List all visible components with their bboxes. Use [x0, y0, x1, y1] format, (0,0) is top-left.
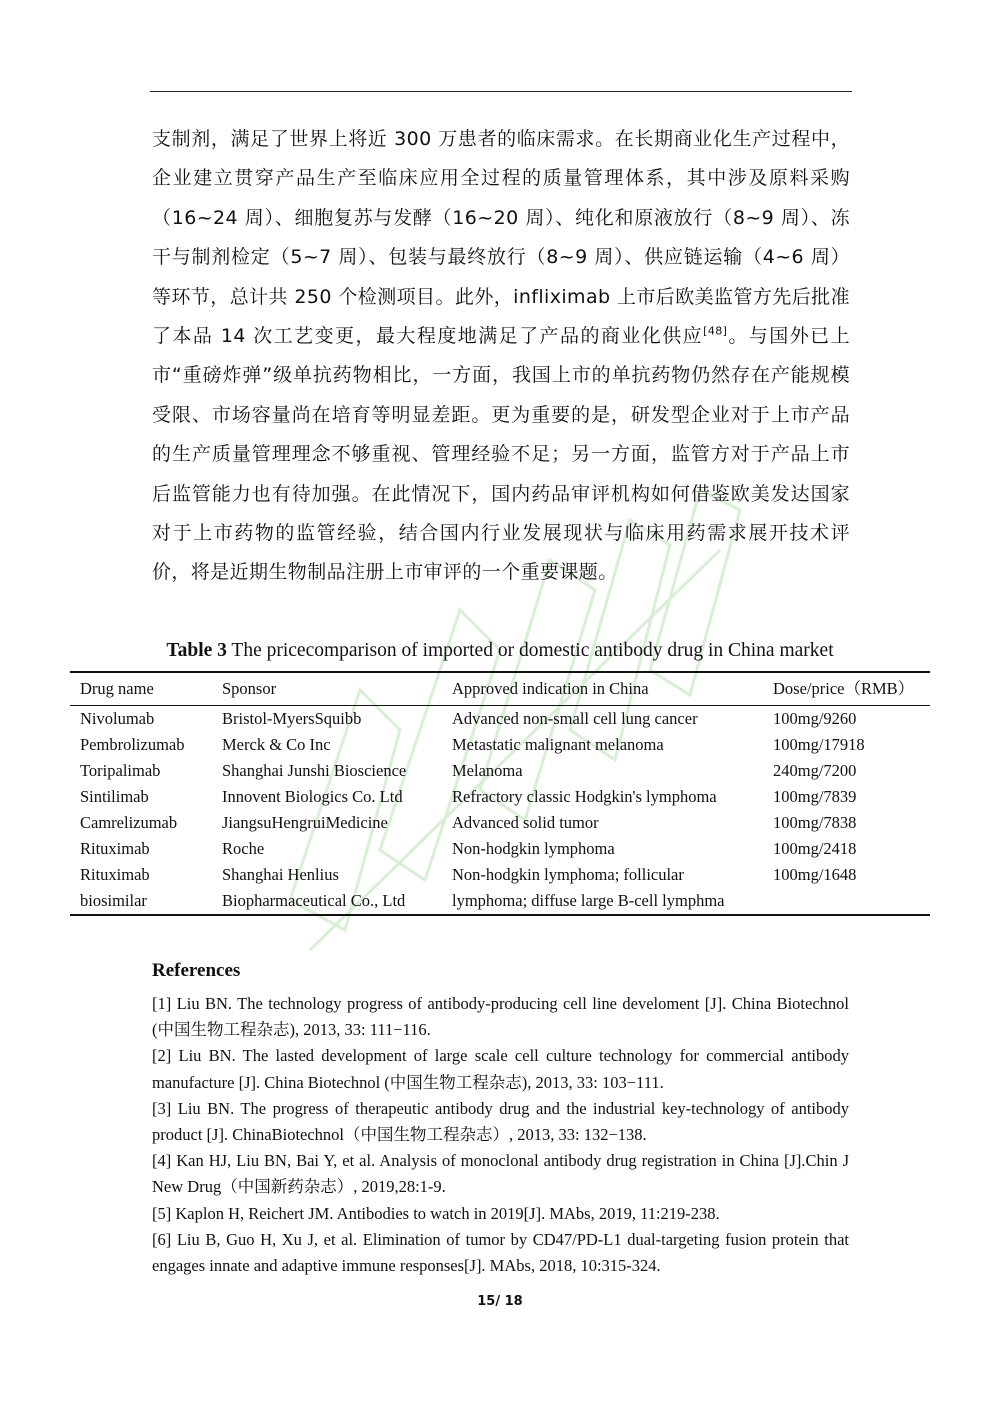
- table-header-row: [70, 672, 930, 706]
- references-list: [152, 991, 849, 1279]
- header-rule: [150, 91, 852, 92]
- column-header-drug-name: Drug name: [80, 679, 154, 698]
- main-paragraph: [152, 120, 850, 593]
- cell-dose-price: 100mg/7839: [773, 787, 857, 806]
- cell-sponsor: Shanghai Henlius: [222, 865, 339, 884]
- column-header-sponsor: Sponsor: [222, 679, 277, 698]
- paragraph-text-part1: 支制剂，满足了世界上将近 300 万患者的临床需求。在长期商业化生产过程中，企业建立贯穿产品生产至临床应用全过程的质量管理体系，其中涉及原料采购（16~24 周）、细胞复苏与发酵（16~20 周）、纯化和原液放行（8~9 周）、冻干与制剂检定（5~7 周）、包装与最终放行（8~9 周）、供应链运输（4~6 周）等环节，总计共 250 个检测项目。此外，infliximab 上市后欧美监管方先后批准了本品 14 次工艺变更，最大程度地满足了产品的商业化供应: [152, 128, 850, 348]
- cell-drug-name: Nivolumab: [80, 709, 155, 728]
- cell-indication: Metastatic malignant melanoma: [452, 735, 664, 754]
- cell-sponsor: Bristol-MyersSquibb: [222, 709, 362, 728]
- cell-drug-name: Camrelizumab: [80, 813, 178, 832]
- table-row: [70, 758, 930, 784]
- table-row: [70, 810, 930, 836]
- table-row: [70, 836, 930, 862]
- cell-dose-price: 240mg/7200: [773, 761, 857, 780]
- references-heading: References: [152, 960, 241, 981]
- cell-drug-name: Toripalimab: [80, 761, 161, 780]
- cell-drug-name: Sintilimab: [80, 787, 149, 806]
- reference-item: [1] Liu BN. The technology progress of antibody-producing cell line develoment [J]. China Biotechnol (中国生物工程杂志), 2013, 33: 111−116.: [152, 994, 849, 1040]
- reference-item: [6] Liu B, Guo H, Xu J, et al. Elimination of tumor by CD47/PD-L1 dual-targeting fusion protein that engages innate and adaptive immune responses[J]. MAbs, 2018, 10:315-324.: [152, 1229, 849, 1276]
- cell-sponsor: Biopharmaceutical Co., Ltd: [222, 891, 406, 910]
- cell-drug-name: biosimilar: [80, 891, 147, 910]
- cell-indication: Non-hodgkin lymphoma; follicular: [452, 865, 684, 884]
- cell-indication: Melanoma: [452, 761, 523, 780]
- reference-item: [4] Kan HJ, Liu BN, Bai Y, et al. Analysis of monoclonal antibody drug registration in China [J].Chin J New Drug（中国新药杂志）, 2019,28:1-9.: [152, 1151, 849, 1197]
- cell-dose-price: 100mg/1648: [773, 865, 857, 884]
- table-row: [70, 888, 930, 915]
- cell-dose-price: 100mg/2418: [773, 839, 857, 858]
- cell-indication: lymphoma; diffuse large B-cell lymphma: [452, 891, 725, 910]
- cell-sponsor: JiangsuHengruiMedicine: [222, 813, 388, 832]
- cell-indication: Non-hodgkin lymphoma: [452, 839, 615, 858]
- cell-sponsor: Roche: [222, 839, 265, 858]
- reference-item: [3] Liu BN. The progress of therapeutic antibody drug and the industrial key-technology of antibody product [J]. ChinaBiotechnol（中国生物工程杂志）, 2013, 33: 132−138.: [152, 1098, 849, 1145]
- cell-indication: Refractory classic Hodgkin's lymphoma: [452, 787, 717, 806]
- cell-indication: Advanced non-small cell lung cancer: [452, 709, 698, 728]
- column-header-dose-price: Dose/price（RMB）: [773, 679, 915, 698]
- table-caption-text: The pricecomparison of imported or domestic antibody drug in China market: [226, 640, 834, 661]
- cell-dose-price: 100mg/17918: [773, 735, 865, 754]
- cell-sponsor: Innovent Biologics Co. Ltd: [222, 787, 403, 806]
- table-caption-label: Table 3: [166, 640, 227, 661]
- cell-drug-name: Rituximab: [80, 839, 150, 858]
- cell-indication: Advanced solid tumor: [452, 813, 599, 832]
- table-row: [70, 706, 930, 733]
- table-caption: [70, 640, 930, 662]
- reference-item: [2] Liu BN. The lasted development of large scale cell culture technology for commercial antibody manufacture [J]. China Biotechnol (中国生物工程杂志), 2013, 33: 103−111.: [152, 1046, 849, 1092]
- cell-dose-price: 100mg/7838: [773, 813, 857, 832]
- table-row: [70, 862, 930, 888]
- cell-sponsor: Shanghai Junshi Bioscience: [222, 761, 407, 780]
- cell-drug-name: Rituximab: [80, 865, 150, 884]
- citation-mark: [48]: [703, 324, 728, 338]
- cell-sponsor: Merck & Co Inc: [222, 735, 331, 754]
- table-row: [70, 732, 930, 758]
- page-number: 15/ 18: [477, 1294, 523, 1309]
- column-header-indication: Approved indication in China: [452, 679, 649, 698]
- cell-dose-price: [773, 888, 930, 915]
- cell-drug-name: Pembrolizumab: [80, 735, 185, 754]
- paragraph-text-part2: 。与国外已上市“重磅炸弹”级单抗药物相比，一方面，我国上市的单抗药物仍然存在产能规模受限、市场容量尚在培育等明显差距。更为重要的是，研发型企业对于上市产品的生产质量管理理念不够重视、管理经验不足；另一方面，监管方对于产品上市后监管能力也有待加强。在此情况下，国内药品审评机构如何借鉴欧美发达国家对于上市药物的监管经验，结合国内行业发展现状与临床用药需求展开技术评价，将是近期生物制品注册上市审评的一个重要课题。: [152, 325, 850, 584]
- cell-dose-price: 100mg/9260: [773, 709, 857, 728]
- table-row: [70, 784, 930, 810]
- price-comparison-table: [70, 671, 930, 916]
- reference-item: [5] Kaplon H, Reichert JM. Antibodies to watch in 2019[J]. MAbs, 2019, 11:219-238.: [152, 1203, 720, 1223]
